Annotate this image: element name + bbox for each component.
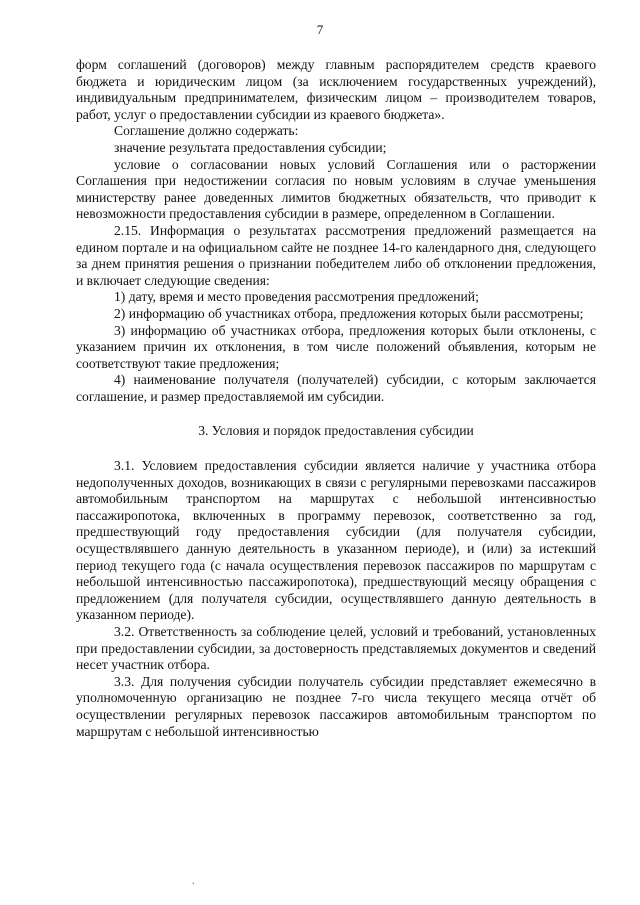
paragraph: форм соглашений (договоров) между главным распорядителем средств краевого бюджета и юридическим лицом (за исключением государственных учреждений), индивидуальным предпринимателем, физическим лицом – производителем товаров, работ, услуг о предоставлении субсидии из краевого бюджета». (76, 57, 596, 122)
list-item: 4) наименование получателя (получателей) субсидии, с которым заключается соглашение, и размер предоставляемой им субсидии. (76, 372, 596, 404)
paragraph: значение результата предоставления субсидии; (114, 139, 387, 155)
list-item: 2) информацию об участниках отбора, предложения которых были рассмотрены; (114, 305, 584, 321)
paragraph: условие о согласовании новых условий Соглашения или о расторжении Соглашения при недостижении согласия по новым условиям в случае уменьшения министерству ранее доведенных лимитов бюджетных обязательств, что приводит к невозможности предоставления субсидии в размере, определенном в Соглашении. (76, 156, 596, 222)
page-number: 7 (316, 22, 324, 37)
stray-mark: . (192, 876, 195, 887)
document-body (76, 57, 596, 740)
paragraph: 2.15. Информация о результатах рассмотрения предложений размещается на едином портале и на официальном сайте не позднее 14-го календарного дня, следующего за днем принятия решения о признании победителем либо об отклонении предложения, и включает следующие сведения: (76, 222, 596, 288)
paragraph: 3.2. Ответственность за соблюдение целей, условий и требований, установленных при предоставлении субсидии, за достоверность представляемых документов и сведений несет участник отбора. (76, 624, 596, 673)
paragraph: Соглашение должно содержать: (114, 123, 299, 139)
paragraph: 3.1. Условием предоставления субсидии является наличие у участника отбора недополученных доходов, возникающих в связи с регулярными перевозками пассажиров автомобильным транспортом на маршрутах с небольшой интенсивностью пассажиропотока, включенных в программу перевозок, соответственно за год, предшествующий году предоставления субсидии (для получателя субсидии, осуществлявшего данную деятельность в указанном периоде), и (или) за истекший период текущего года (с начала осуществления перевозок пассажиров по маршрутам с небольшой интенсивностью пассажиропотока), предшествующий месяцу обращения с предложением (для получателя субсидии, осуществлявшего данную деятельность в указанном периоде). (76, 458, 596, 623)
list-item: 1) дату, время и место проведения рассмотрения предложений; (114, 289, 479, 305)
section-heading: 3. Условия и порядок предоставления субсидии (198, 423, 474, 439)
paragraph: 3.3. Для получения субсидии получатель субсидии представляет ежемесячно в уполномоченную организацию не позднее 7-го числа текущего месяца отчёт об осуществлении регулярных перевозок пассажиров автомобильным транспортом по маршрутам с небольшой интенсивностью (76, 673, 596, 739)
list-item: 3) информацию об участниках отбора, предложения которых были отклонены, с указанием причин их отклонения, в том числе положений объявления, которым не соответствуют такие предложения; (76, 322, 596, 371)
